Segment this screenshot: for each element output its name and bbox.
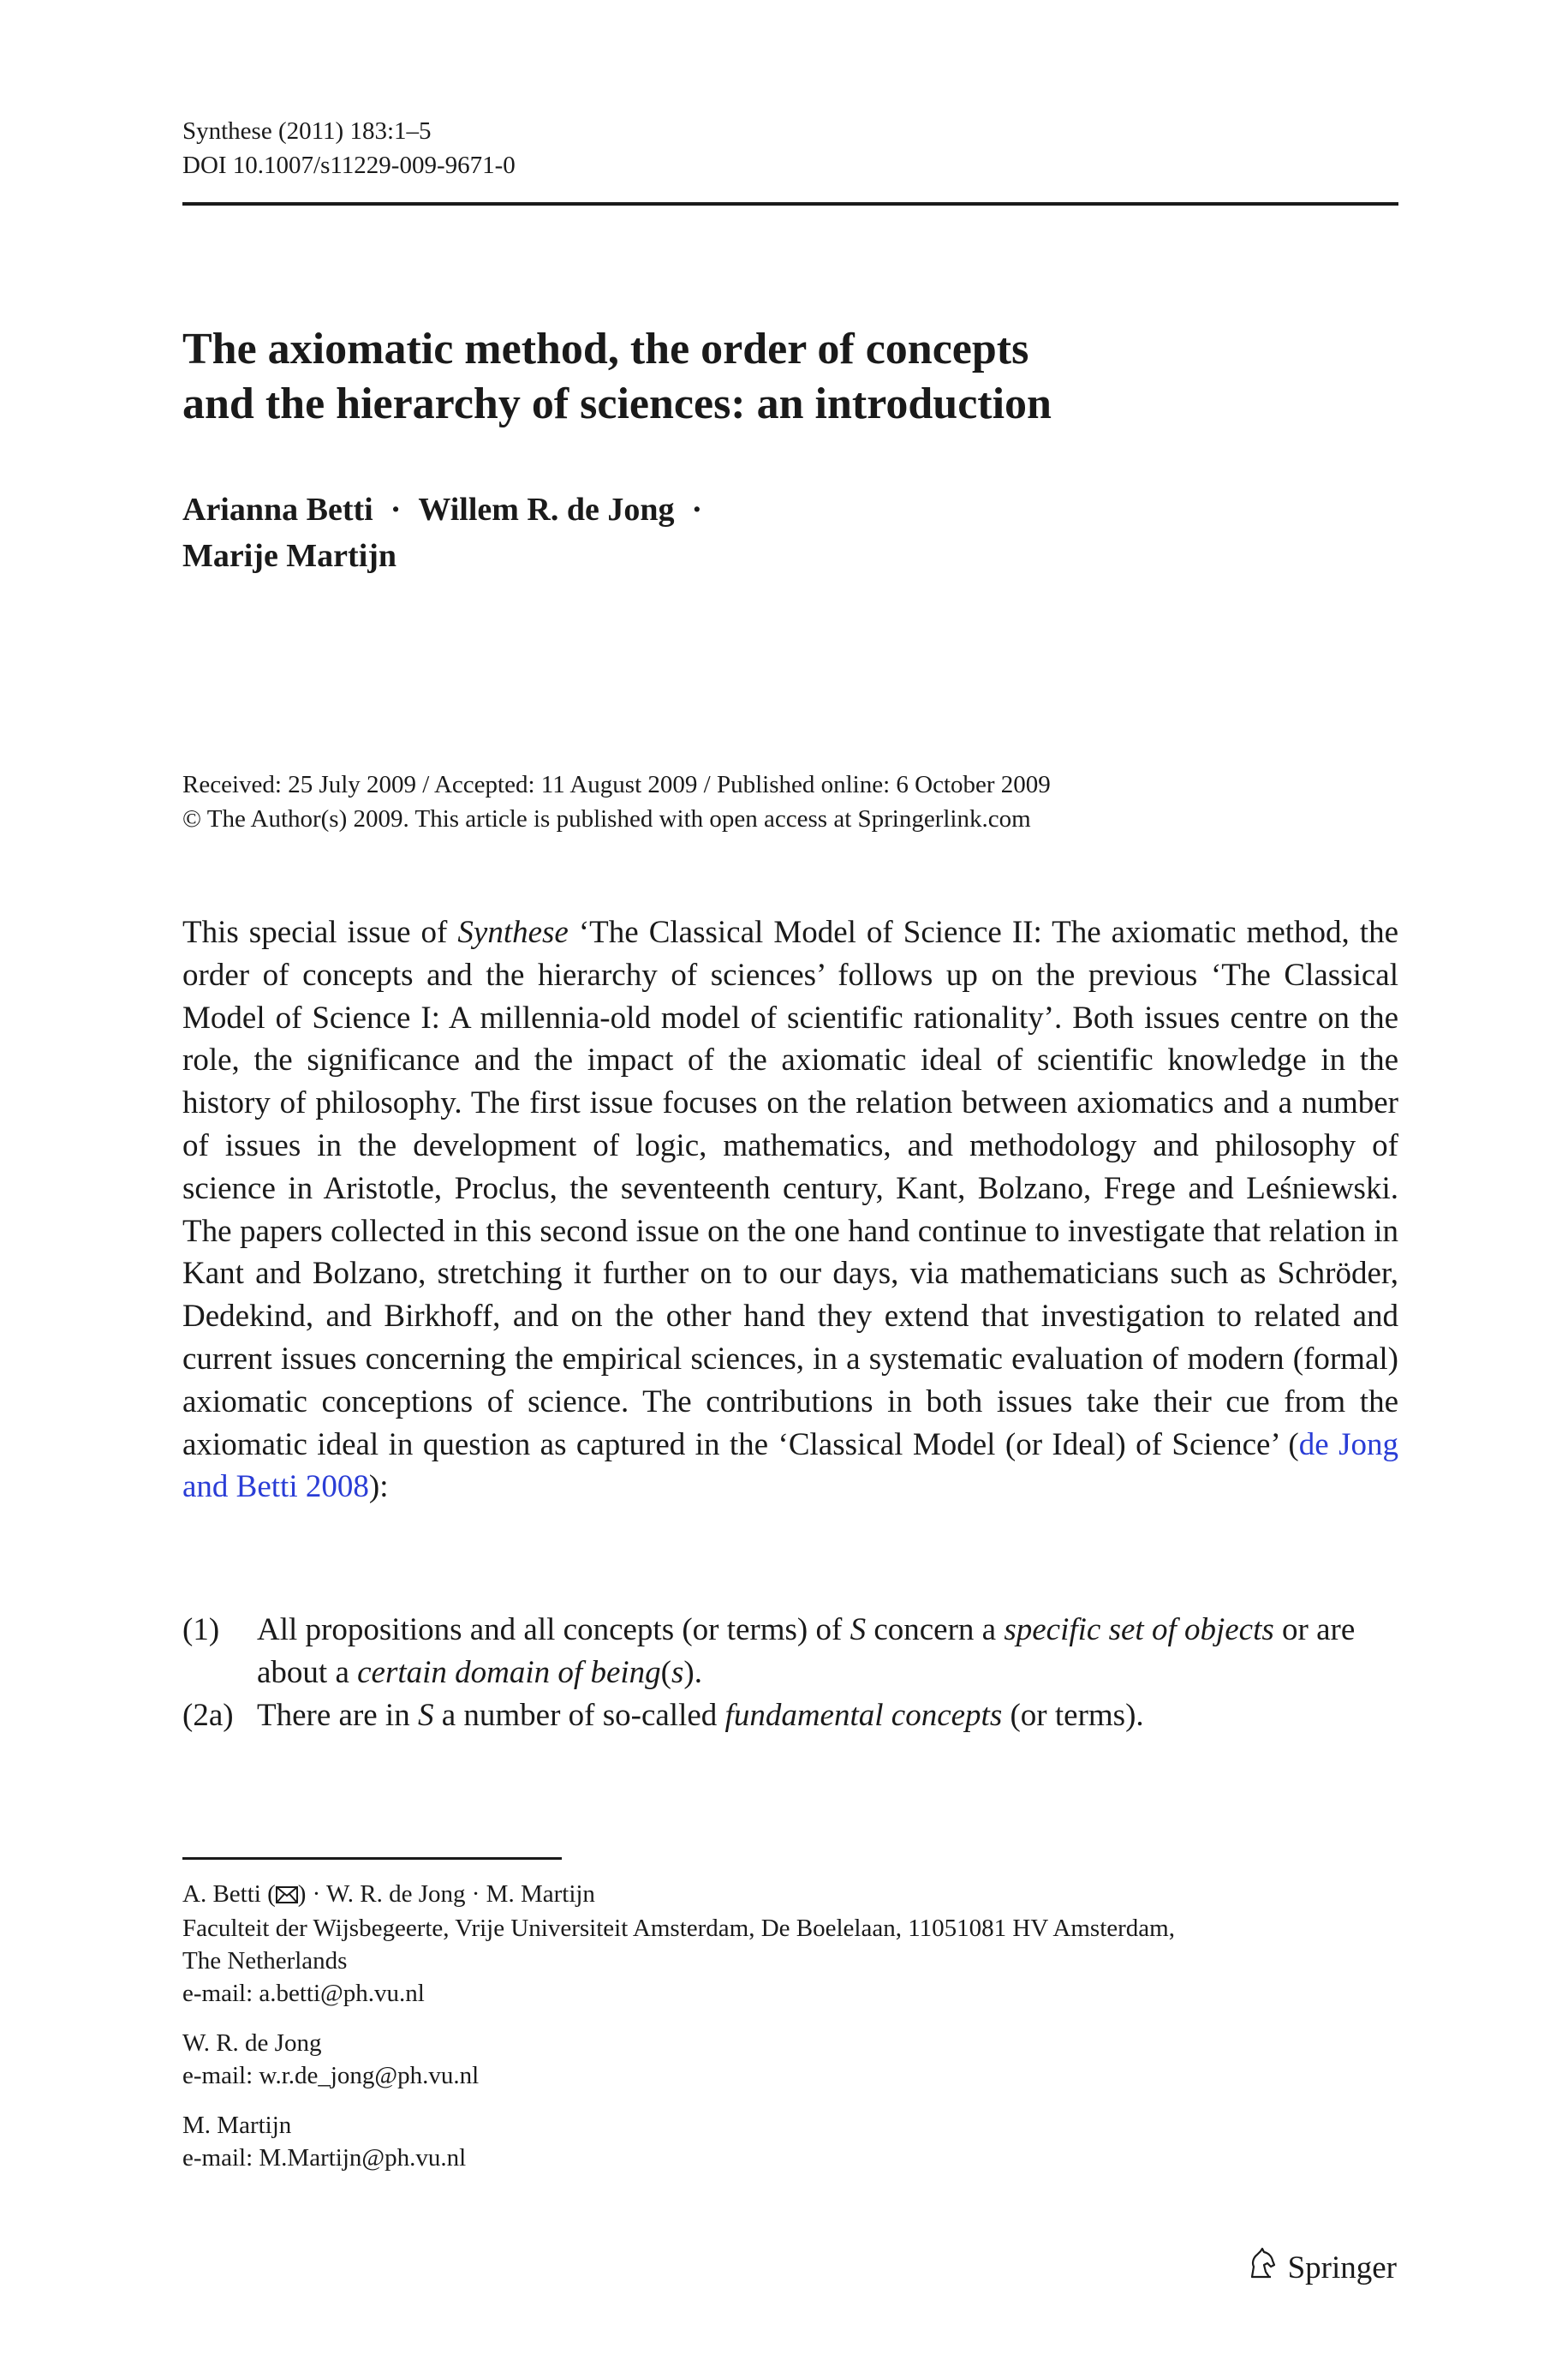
publisher-logo	[1245, 2246, 1397, 2291]
author-name-martijn: M. Martijn	[182, 2112, 292, 2140]
copyright-line: © The Author(s) 2009. This article is published with open access at Springerlink.com	[182, 805, 1031, 833]
article-title	[182, 322, 1398, 432]
author-affiliations	[182, 1878, 1398, 2174]
header-rule	[182, 202, 1398, 206]
email-martijn: e-mail: M.Martijn@ph.vu.nl	[182, 2144, 467, 2172]
doi-line: DOI 10.1007/s11229-009-9671-0	[182, 152, 516, 179]
title-line-1: The axiomatic method, the order of concepts	[182, 325, 1029, 373]
journal-citation: Synthese (2011) 183:1–5	[182, 117, 432, 145]
item-text: There are in S a number of so-called fundamental concepts (or terms).	[257, 1698, 1144, 1733]
item-text: All propositions and all concepts (or terms) of S concern a specific set of objects or are about a certain domain of being(s).	[257, 1612, 1356, 1690]
paragraph-text: ‘The Classical Model of Science II: The axiomatic method, the order of concepts and the hierarchy of sciences’ follows up on the previous ‘The Classical Model of Science I: A millennia-old model of scientific rationality’. Both issues centre on the role, the significance and the impact of the axiomatic ideal of scientific knowledge in the history of philosophy. The first issue focuses on the relation between axiomatics and a number of issues in the development of logic, mathematics, and methodology and philosophy of science in Aristotle, Proclus, the seventeenth century, Kant, Bolzano, Frege and Leśniewski. The papers collected in this second issue on the one hand continue to investigate that relation in Kant and Bolzano, stretching it further on to our days, via mathematicians such as Schröder, Dedekind, and Birkhoff, and on the other hand they extend that investigation to related and current issues concerning the empirical sciences, in a systematic evaluation of modern (formal) axiomatic conceptions of science. The contributions in both issues take their cue from the axiomatic ideal in question as captured in the ‘Classical Model (or Ideal) of Science’ (	[182, 915, 1398, 1462]
affiliation-address: Faculteit der Wijsbegeerte, Vrije Universiteit Amsterdam, De Boelelaan, 11051081 HV Amsterdam,	[182, 1915, 1175, 1943]
affiliation-country: The Netherlands	[182, 1947, 348, 1975]
author-separator: ·	[390, 492, 402, 528]
publisher-name: Springer	[1287, 2250, 1397, 2285]
journal-name: Synthese	[457, 915, 569, 950]
author-list	[182, 487, 1398, 579]
publication-dates	[182, 768, 1398, 836]
dates-line: Received: 25 July 2009 / Accepted: 11 August 2009 / Published online: 6 October 2009	[182, 771, 1051, 798]
paragraph-text: ):	[368, 1469, 389, 1505]
author-martijn: Marije Martijn	[182, 538, 397, 574]
citation-link[interactable]: de Jong and Betti 2008	[182, 1426, 1398, 1505]
author-separator: ·	[691, 492, 703, 528]
paragraph-text: This special issue of	[182, 915, 458, 950]
email-de-jong: e-mail: w.r.de_jong@ph.vu.nl	[182, 2062, 480, 2090]
title-line-2: and the hierarchy of sciences: an introduction	[182, 379, 1052, 428]
item-number: (2a)	[182, 1698, 234, 1733]
intro-paragraph	[182, 911, 1398, 1509]
footnote-rule	[182, 1857, 562, 1860]
corresponding-authors: A. Betti ( ) · W. R. de Jong · M. Martijn	[182, 1878, 1398, 1912]
email-betti: e-mail: a.betti@ph.vu.nl	[182, 1980, 425, 2008]
item-number: (1)	[182, 1612, 220, 1647]
author-name-de-jong: W. R. de Jong	[182, 2029, 322, 2058]
author-de-jong: Willem R. de Jong	[418, 492, 675, 528]
springer-horse-icon	[1245, 2246, 1279, 2291]
author-betti: Arianna Betti	[182, 492, 373, 528]
envelope-icon	[276, 1879, 298, 1912]
